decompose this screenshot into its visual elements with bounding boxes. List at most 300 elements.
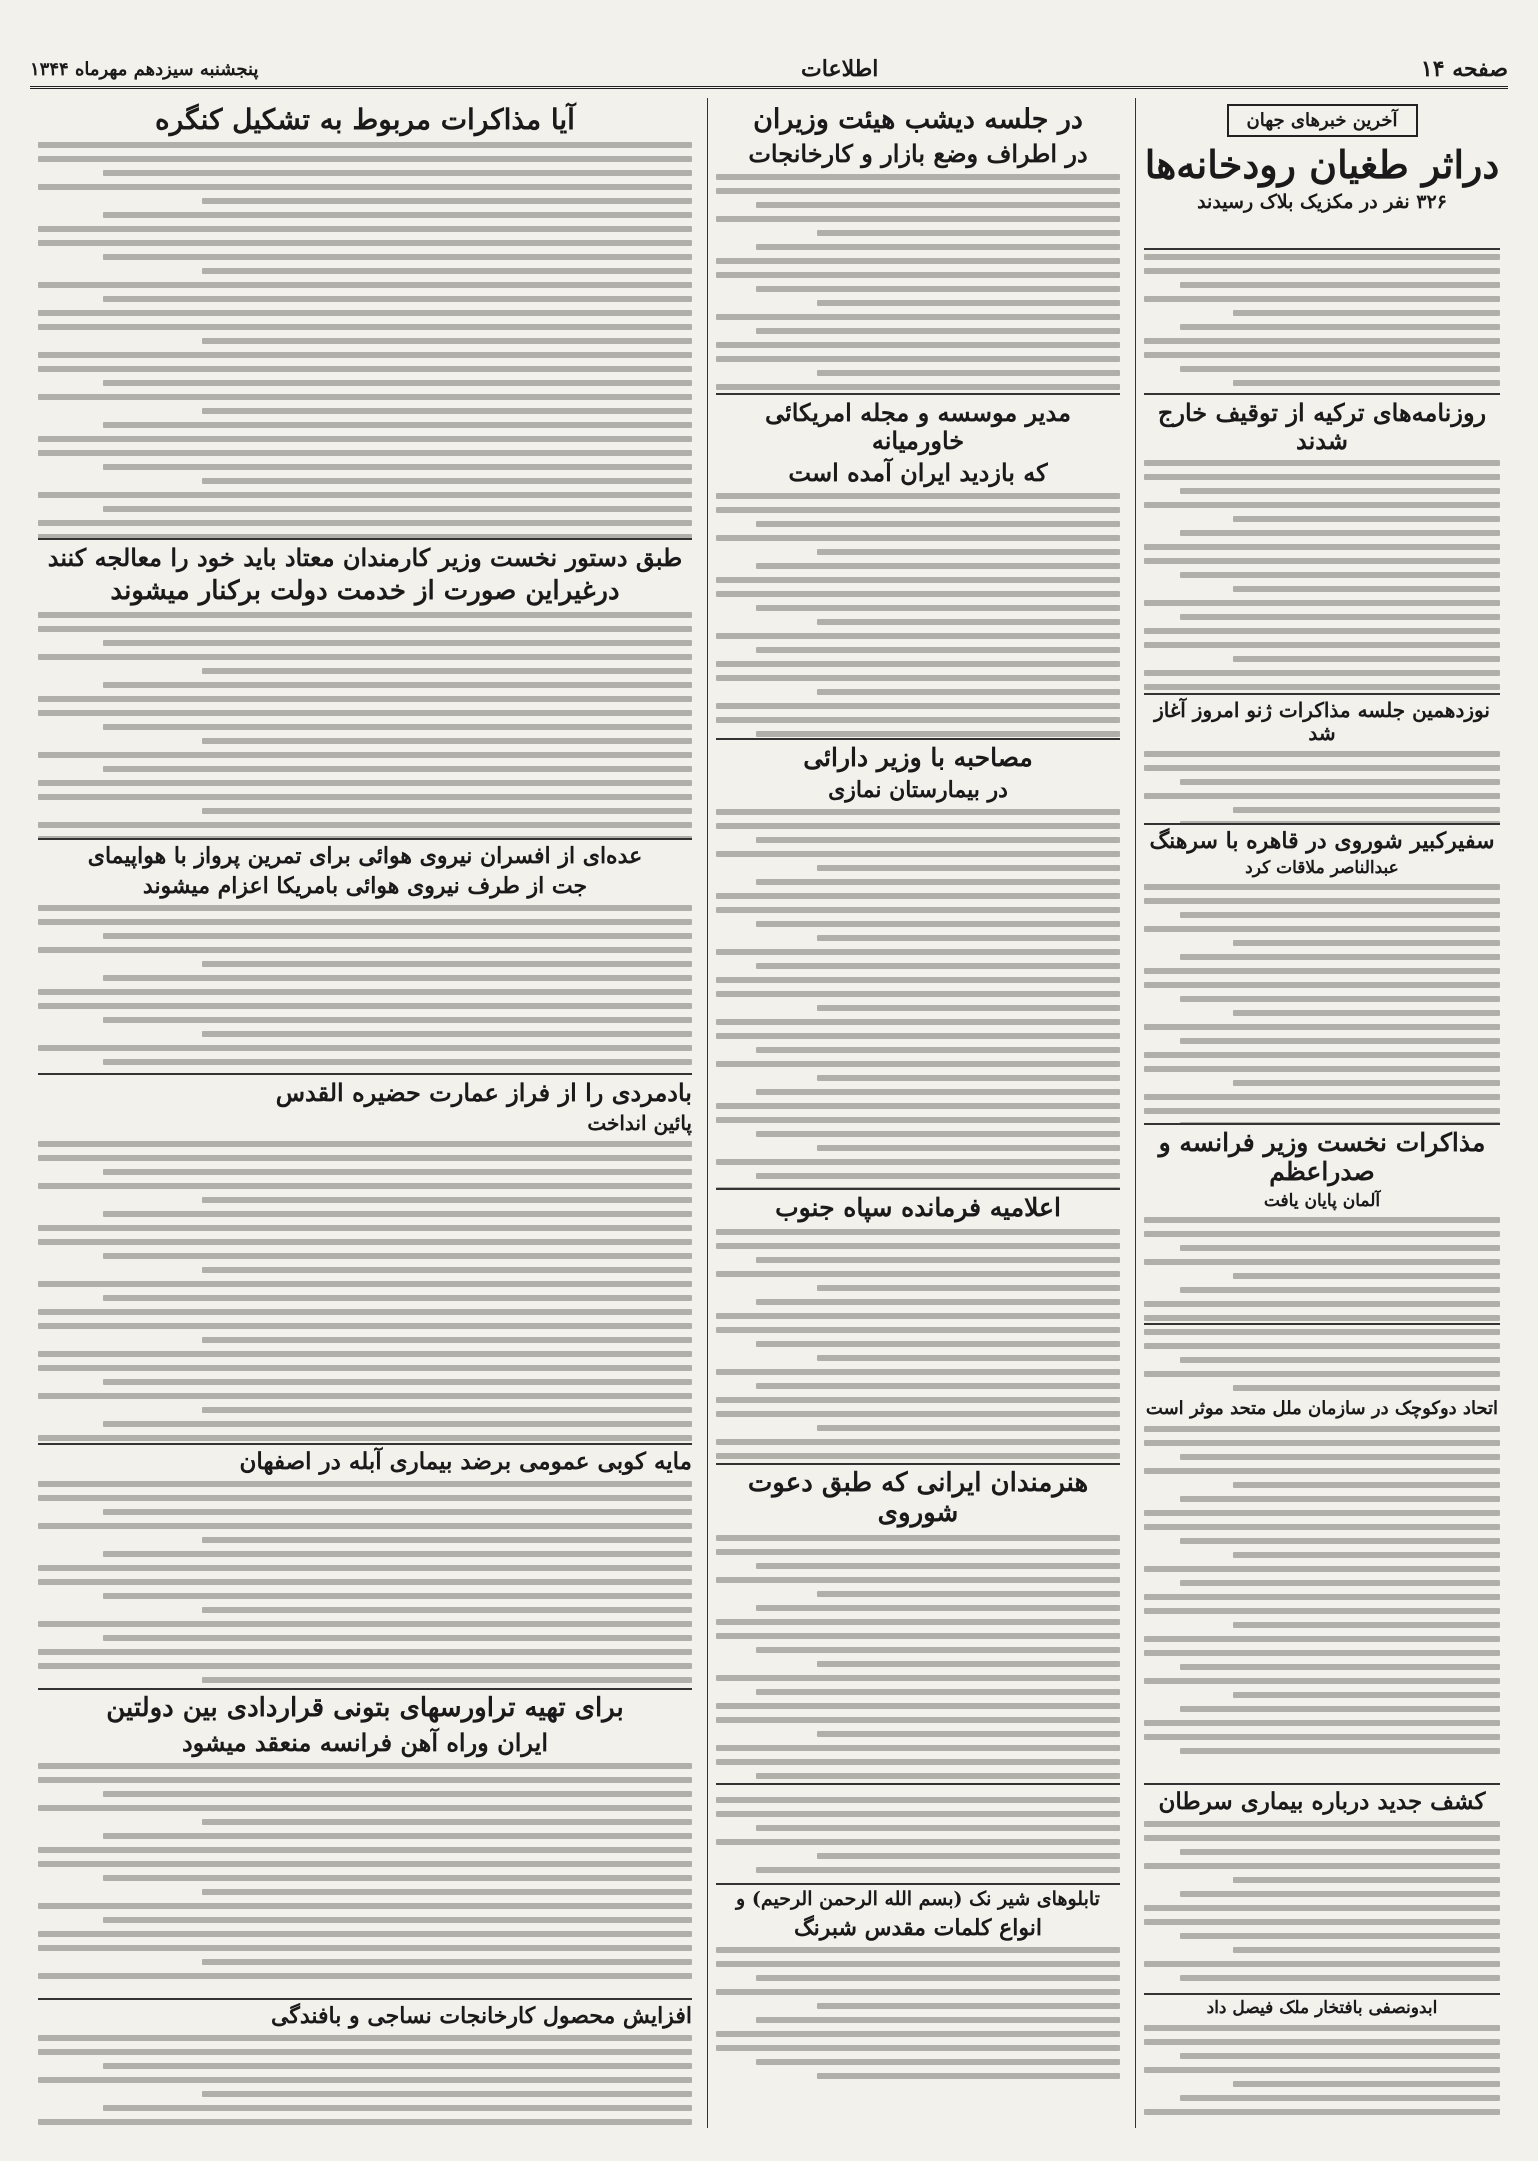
text-line-placeholder [1144,1566,1500,1572]
text-line-placeholder [202,1337,693,1343]
text-line-placeholder [756,328,1120,334]
text-line-placeholder [103,1059,692,1065]
text-line-placeholder [103,464,692,470]
text-line-placeholder [1144,558,1500,564]
text-line-placeholder [103,254,692,260]
text-line-placeholder [716,851,1120,857]
text-line-placeholder [716,1619,1120,1625]
text-line-placeholder [1144,1024,1500,1030]
text-line-placeholder [1180,366,1500,372]
text-line-placeholder [38,905,692,911]
text-line-placeholder [817,230,1120,236]
text-line-placeholder [756,1689,1120,1695]
text-line-placeholder [1180,1580,1500,1586]
text-line-placeholder [38,612,692,618]
text-line-placeholder [103,1509,692,1515]
text-line-placeholder [1144,1108,1500,1114]
text-line-placeholder [1180,1454,1500,1460]
ad-luminous-signs-sub: انواع کلمات مقدس شبرنگ [793,1914,1043,1941]
text-line-placeholder [1144,1821,1500,1827]
text-line-placeholder [38,1903,692,1909]
text-line-placeholder [103,170,692,176]
text-line-placeholder [817,300,1120,306]
headline-smallpox: مایه کوبی عمومی برضد بیماری آبله در اصفهان [239,1448,692,1475]
text-line-placeholder [756,1773,1120,1779]
article-block [38,838,692,1075]
text-line-placeholder [1144,338,1500,344]
text-line-placeholder [103,1917,692,1923]
subhead-addicted-employees: درغیراین صورت از خدمت دولت برکنار میشوند [110,575,620,606]
text-line-placeholder [1233,2081,1500,2087]
text-line-placeholder [202,1889,693,1895]
text-line-placeholder [38,492,692,498]
text-line-placeholder [756,2017,1120,2023]
text-line-placeholder [756,1647,1120,1653]
article-block [1144,1993,1500,2128]
text-line-placeholder [202,1819,693,1825]
article-block [1144,248,1500,395]
text-line-placeholder [103,1017,692,1023]
text-line-placeholder [38,394,692,400]
text-line-placeholder [103,975,692,981]
text-line-placeholder [1144,1678,1500,1684]
text-line-placeholder [38,752,692,758]
article-block [1144,98,1500,250]
text-line-placeholder [756,1257,1120,1263]
text-line-placeholder [716,258,1120,264]
text-line-placeholder [103,1833,692,1839]
text-line-placeholder [38,1481,692,1487]
text-line-placeholder [103,682,692,688]
text-line-placeholder [1144,968,1500,974]
text-line-placeholder [1144,1440,1500,1446]
subhead-wind: پائین انداخت [587,1110,692,1135]
text-line-placeholder [1180,1538,1500,1544]
text-line-placeholder [1144,765,1500,771]
subhead-air-force: جت از طرف نیروی هوائی بامریکا اعزام میشوند [142,873,588,900]
text-line-placeholder [1233,1010,1500,1016]
text-line-placeholder [1233,1622,1500,1628]
text-line-placeholder [38,1931,692,1937]
text-line-placeholder [38,1183,692,1189]
text-line-placeholder [1144,1231,1500,1237]
text-line-placeholder [756,837,1120,843]
text-line-placeholder [38,226,692,232]
article-block [716,1883,1120,2128]
text-line-placeholder [716,977,1120,983]
text-line-placeholder [1144,1426,1500,1432]
text-line-placeholder [38,1847,692,1853]
article-block [1144,1783,1500,1995]
text-line-placeholder [1144,1835,1500,1841]
text-line-placeholder [1144,460,1500,466]
text-line-placeholder [103,2105,692,2111]
text-line-placeholder [103,766,692,772]
text-line-placeholder [1144,1734,1500,1740]
text-line-placeholder [716,272,1120,278]
text-line-placeholder [756,1605,1120,1611]
headline-cabinet: در جلسه دیشب هیئت وزیران [753,104,1083,135]
subhead-finance-minister: در بیمارستان نمازی [828,776,1008,803]
text-line-placeholder [1180,614,1500,620]
text-line-placeholder [38,324,692,330]
headline-floods: دراثر طغیان رودخانه‌ها [1144,142,1500,187]
text-line-placeholder [202,961,693,967]
text-line-placeholder [103,1551,692,1557]
text-line-placeholder [202,1607,693,1613]
text-line-placeholder [1144,751,1500,757]
text-line-placeholder [38,1621,692,1627]
column-middle [707,98,1128,2128]
text-line-placeholder [38,1973,692,1979]
masthead [30,52,1508,89]
text-line-placeholder [1180,1245,1500,1251]
text-line-placeholder [716,1439,1120,1445]
text-line-placeholder [756,647,1120,653]
text-line-placeholder [1233,1692,1500,1698]
text-line-placeholder [1233,310,1500,316]
text-line-placeholder [817,370,1120,376]
article-block [716,738,1120,1190]
text-line-placeholder [756,2059,1120,2065]
text-line-placeholder [38,1141,692,1147]
text-line-placeholder [817,2003,1120,2009]
text-line-placeholder [716,1061,1120,1067]
text-line-placeholder [1144,1510,1500,1516]
text-line-placeholder [1233,380,1500,386]
text-line-placeholder [1144,793,1500,799]
text-line-placeholder [1233,1947,1500,1953]
headline-finance-minister: مصاحبه با وزیر دارائی [803,743,1033,772]
text-line-placeholder [202,1031,693,1037]
text-line-placeholder [716,507,1120,513]
subhead-soviet-ambassador: عبدالناصر ملاقات کرد [1245,858,1399,879]
text-line-placeholder [38,520,692,526]
text-line-placeholder [1233,516,1500,522]
text-line-placeholder [716,1675,1120,1681]
article-block [1144,823,1500,1125]
text-line-placeholder [756,605,1120,611]
text-line-placeholder [38,436,692,442]
text-line-placeholder [1233,807,1500,813]
text-line-placeholder [756,1825,1120,1831]
text-line-placeholder [1144,254,1500,260]
text-line-placeholder [716,893,1120,899]
headline-turkish-papers: روزنامه‌های ترکیه از توقیف خارج شدند [1157,398,1487,455]
article-block [716,1188,1120,1465]
text-line-placeholder [817,2073,1120,2079]
text-line-placeholder [716,1989,1120,1995]
text-line-placeholder [38,1805,692,1811]
text-line-placeholder [38,2035,692,2041]
text-line-placeholder [716,188,1120,194]
text-line-placeholder [1144,474,1500,480]
text-line-placeholder [716,1327,1120,1333]
text-line-placeholder [1144,1636,1500,1642]
headline-air-force: عده‌ای از افسران نیروی هوائی برای تمرین پرواز با هواپیمای [87,843,643,869]
text-line-placeholder [1180,2095,1500,2101]
text-line-placeholder [1180,954,1500,960]
text-line-placeholder [716,1369,1120,1375]
text-line-placeholder [1144,544,1500,550]
headline-iranian-artists: هنرمندان ایرانی که طبق دعوت شوروی [747,1468,1089,1528]
text-line-placeholder [38,1003,692,1009]
text-line-placeholder [38,1365,692,1371]
article-block [38,98,692,540]
text-line-placeholder [716,1839,1120,1845]
text-line-placeholder [38,1393,692,1399]
text-line-placeholder [103,1421,692,1427]
text-line-placeholder [202,198,693,204]
text-line-placeholder [1233,1482,1500,1488]
text-line-placeholder [202,338,693,344]
text-line-placeholder [1233,1385,1500,1391]
text-line-placeholder [202,478,693,484]
text-line-placeholder [38,1523,692,1529]
article-block [716,98,1120,395]
text-line-placeholder [716,174,1120,180]
text-line-placeholder [716,1313,1120,1319]
text-line-placeholder [1144,684,1500,690]
text-line-placeholder [38,1777,692,1783]
article-block [1144,1323,1500,1785]
text-line-placeholder [1180,1849,1500,1855]
text-line-placeholder [1180,1891,1500,1897]
text-line-placeholder [38,822,692,828]
text-line-placeholder [38,352,692,358]
text-line-placeholder [716,823,1120,829]
text-line-placeholder [1144,1919,1500,1925]
text-line-placeholder [817,689,1120,695]
text-line-placeholder [716,1811,1120,1817]
text-line-placeholder [1144,884,1500,890]
article-block [1144,1123,1500,1325]
text-line-placeholder [1180,1664,1500,1670]
ad-luminous-signs: تابلوهای شیر نک (بسم الله الرحمن الرحیم) و [736,1888,1100,1910]
text-line-placeholder [1180,1038,1500,1044]
text-line-placeholder [1144,1720,1500,1726]
text-line-placeholder [38,1649,692,1655]
text-line-placeholder [202,1537,693,1543]
text-line-placeholder [1233,940,1500,946]
text-line-placeholder [1144,600,1500,606]
text-line-placeholder [817,1425,1120,1431]
text-line-placeholder [1144,1052,1500,1058]
text-line-placeholder [716,591,1120,597]
text-line-placeholder [716,949,1120,955]
text-line-placeholder [716,535,1120,541]
text-line-placeholder [202,738,693,744]
text-line-placeholder [716,493,1120,499]
text-line-placeholder [716,1453,1120,1459]
text-line-placeholder [38,1945,692,1951]
headline-soviet-ambassador: سفیرکبیر شوروی در قاهره با سرهنگ [1149,828,1495,854]
text-line-placeholder [756,521,1120,527]
text-line-placeholder [817,1075,1120,1081]
text-line-placeholder [716,1717,1120,1723]
text-line-placeholder [756,1563,1120,1569]
text-line-placeholder [1144,1066,1500,1072]
text-line-placeholder [1144,1594,1500,1600]
text-line-placeholder [1144,352,1500,358]
text-line-placeholder [1180,1975,1500,1981]
text-line-placeholder [38,1323,692,1329]
text-line-placeholder [202,1677,693,1683]
text-line-placeholder [1180,572,1500,578]
text-line-placeholder [817,1591,1120,1597]
text-line-placeholder [38,2119,692,2125]
text-line-placeholder [103,2063,692,2069]
headline-middle-east-magazine: مدیر موسسه و مجله امریکائی خاورمیانه [765,398,1071,455]
text-line-placeholder [1180,1287,1500,1293]
text-line-placeholder [817,865,1120,871]
text-line-placeholder [38,1045,692,1051]
text-line-placeholder [756,1867,1120,1873]
text-line-placeholder [817,935,1120,941]
text-line-placeholder [716,1703,1120,1709]
subhead-france-germany: آلمان پایان یافت [1263,1190,1381,1211]
text-line-placeholder [756,1383,1120,1389]
text-line-placeholder [716,1961,1120,1967]
text-line-placeholder [103,1875,692,1881]
text-line-placeholder [38,1225,692,1231]
text-line-placeholder [103,380,692,386]
text-line-placeholder [38,1239,692,1245]
text-line-placeholder [1180,530,1500,536]
text-line-placeholder [756,1299,1120,1305]
text-line-placeholder [1180,282,1500,288]
subhead-middle-east-magazine: که بازدید ایران آمده است [788,458,1048,488]
text-line-placeholder [1144,2025,1500,2031]
subhead-floods: ۳۲۶ نفر در مکزیک بلاک رسیدند [1197,190,1447,213]
text-line-placeholder [756,202,1120,208]
text-line-placeholder [38,1763,692,1769]
text-line-placeholder [716,2031,1120,2037]
text-line-placeholder [1233,656,1500,662]
text-line-placeholder [202,1407,693,1413]
text-line-placeholder [1144,2039,1500,2045]
text-line-placeholder [38,366,692,372]
article-block [38,1998,692,2128]
text-line-placeholder [756,921,1120,927]
text-line-placeholder [1180,1933,1500,1939]
text-line-placeholder [38,710,692,716]
text-line-placeholder [103,422,692,428]
text-line-placeholder [817,1355,1120,1361]
text-line-placeholder [1144,1961,1500,1967]
text-line-placeholder [756,731,1120,737]
text-line-placeholder [1144,642,1500,648]
text-line-placeholder [817,1005,1120,1011]
text-line-placeholder [1233,586,1500,592]
headline-textiles: افزایش محصول کارخانجات نساجی و بافندگی [271,2003,692,2029]
text-line-placeholder [756,1173,1120,1179]
world-news-box-label: آخرین خبرهای جهان [1227,104,1418,137]
text-line-placeholder [103,1211,692,1217]
text-line-placeholder [817,1285,1120,1291]
text-line-placeholder [1180,1748,1500,1754]
text-line-placeholder [38,2049,692,2055]
text-line-placeholder [716,1159,1120,1165]
text-line-placeholder [756,563,1120,569]
text-line-placeholder [1144,1863,1500,1869]
text-line-placeholder [817,549,1120,555]
text-line-placeholder [38,1861,692,1867]
text-line-placeholder [716,356,1120,362]
text-line-placeholder [1180,1357,1500,1363]
text-line-placeholder [817,1731,1120,1737]
text-line-placeholder [38,156,692,162]
text-line-placeholder [716,216,1120,222]
headline-railway-sleepers: برای تهیه تراورسهای بتونی قراردادی بین دولتین [106,1693,624,1723]
text-line-placeholder [1144,1608,1500,1614]
text-line-placeholder [202,1959,693,1965]
text-line-placeholder [1144,1301,1500,1307]
headline-wind: بادمردی را از فراز عمارت حضیره القدس [275,1078,692,1107]
article-block [38,1688,692,2000]
text-line-placeholder [1144,1468,1500,1474]
text-line-placeholder [38,282,692,288]
text-line-placeholder [103,1295,692,1301]
text-line-placeholder [38,947,692,953]
text-line-placeholder [103,296,692,302]
text-line-placeholder [1180,1496,1500,1502]
text-line-placeholder [756,879,1120,885]
text-line-placeholder [1233,1273,1500,1279]
text-line-placeholder [38,654,692,660]
headline-addicted-employees: طبق دستور نخست وزیر کارمندان معتاد باید خود را معالجه کنند [47,543,683,572]
text-line-placeholder [38,240,692,246]
text-line-placeholder [716,1243,1120,1249]
text-line-placeholder [38,794,692,800]
column-world-news [1135,98,1508,2128]
text-line-placeholder [716,1229,1120,1235]
text-line-placeholder [103,933,692,939]
article-block [716,393,1120,740]
text-line-placeholder [716,1633,1120,1639]
text-line-placeholder [1144,1371,1500,1377]
article-block [38,1073,692,1445]
text-line-placeholder [716,1947,1120,1953]
text-line-placeholder [1233,1877,1500,1883]
text-line-placeholder [716,1117,1120,1123]
column-left [30,98,700,2128]
text-line-placeholder [103,1593,692,1599]
text-line-placeholder [38,1579,692,1585]
paper-name: اطلاعات [801,56,879,82]
text-line-placeholder [756,286,1120,292]
text-line-placeholder [38,184,692,190]
text-line-placeholder [103,724,692,730]
text-line-placeholder [1180,2053,1500,2059]
text-line-placeholder [716,675,1120,681]
text-line-placeholder [716,1535,1120,1541]
text-line-placeholder [202,2091,693,2097]
text-line-placeholder [202,808,693,814]
text-line-placeholder [756,963,1120,969]
article-block [716,1463,1120,1785]
text-line-placeholder [38,1663,692,1669]
text-line-placeholder [716,314,1120,320]
headline-congress: آیا مذاکرات مربوط به تشکیل کنگره [155,103,575,136]
text-line-placeholder [38,450,692,456]
text-line-placeholder [1144,268,1500,274]
text-line-placeholder [202,668,693,674]
text-line-placeholder [1180,996,1500,1002]
text-line-placeholder [756,1341,1120,1347]
text-line-placeholder [1144,2067,1500,2073]
text-line-placeholder [716,2045,1120,2051]
